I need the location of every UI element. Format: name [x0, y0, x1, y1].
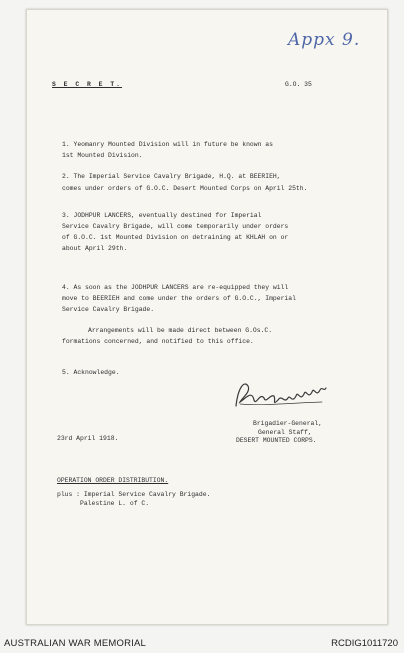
distribution-line-2: Palestine L. of C.	[80, 500, 150, 507]
paragraph-3-line-2: Service Cavalry Brigade, will come temporarily under orders	[62, 223, 289, 230]
order-number: G.O. 35	[285, 81, 312, 88]
paragraph-1-line-2: 1st Mounted Division.	[62, 152, 143, 159]
paragraph-1-line-1: 1. Yeomanry Mounted Division will in future be known as	[62, 141, 273, 148]
paragraph-4-line-5: formations concerned, and notified to this office.	[62, 338, 254, 345]
paragraph-4-line-1: 4. As soon as the JODHPUR LANCERS are re-equipped they will	[62, 284, 289, 291]
classification-heading: S E C R E T.	[52, 81, 123, 88]
paragraph-5-line-1: 5. Acknowledge.	[62, 369, 120, 376]
paragraph-2-line-1: 2. The Imperial Service Cavalry Brigade, H.Q. at BEERIEH,	[62, 173, 281, 180]
paragraph-4-line-3: Service Cavalry Brigade.	[62, 306, 155, 313]
paragraph-4-line-4: Arrangements will be made direct between G.Os.C.	[88, 327, 273, 334]
paragraph-2-line-2: comes under orders of G.O.C. Desert Mounted Corps on April 25th.	[62, 185, 308, 192]
document-page	[26, 9, 388, 625]
signature-title-1: Brigadier-General,	[253, 420, 323, 427]
signature-image	[230, 376, 330, 416]
signature-title-2: General Staff,	[258, 429, 312, 436]
document-date: 23rd April 1918.	[57, 435, 119, 442]
paragraph-3-line-1: 3. JODHPUR LANCERS, eventually destined for Imperial	[62, 212, 262, 219]
distribution-heading: OPERATION ORDER DISTRIBUTION.	[57, 477, 169, 484]
paragraph-3-line-4: about April 29th.	[62, 245, 128, 252]
handwritten-appendix-note: Appx 9.	[288, 30, 361, 50]
footer-record-id: RCDIG1011720	[331, 638, 398, 649]
footer-credit: AUSTRALIAN WAR MEMORIAL	[4, 638, 147, 649]
signature-title-3: DESERT MOUNTED CORPS.	[236, 437, 317, 444]
distribution-line-1: plus : Imperial Service Cavalry Brigade.	[57, 491, 211, 498]
paragraph-3-line-3: of G.O.C. 1st Mounted Division on detraining at KHLAH on or	[62, 234, 289, 241]
paragraph-4-line-2: move to BEERIEH and come under the orders of G.O.C., Imperial	[62, 295, 296, 302]
